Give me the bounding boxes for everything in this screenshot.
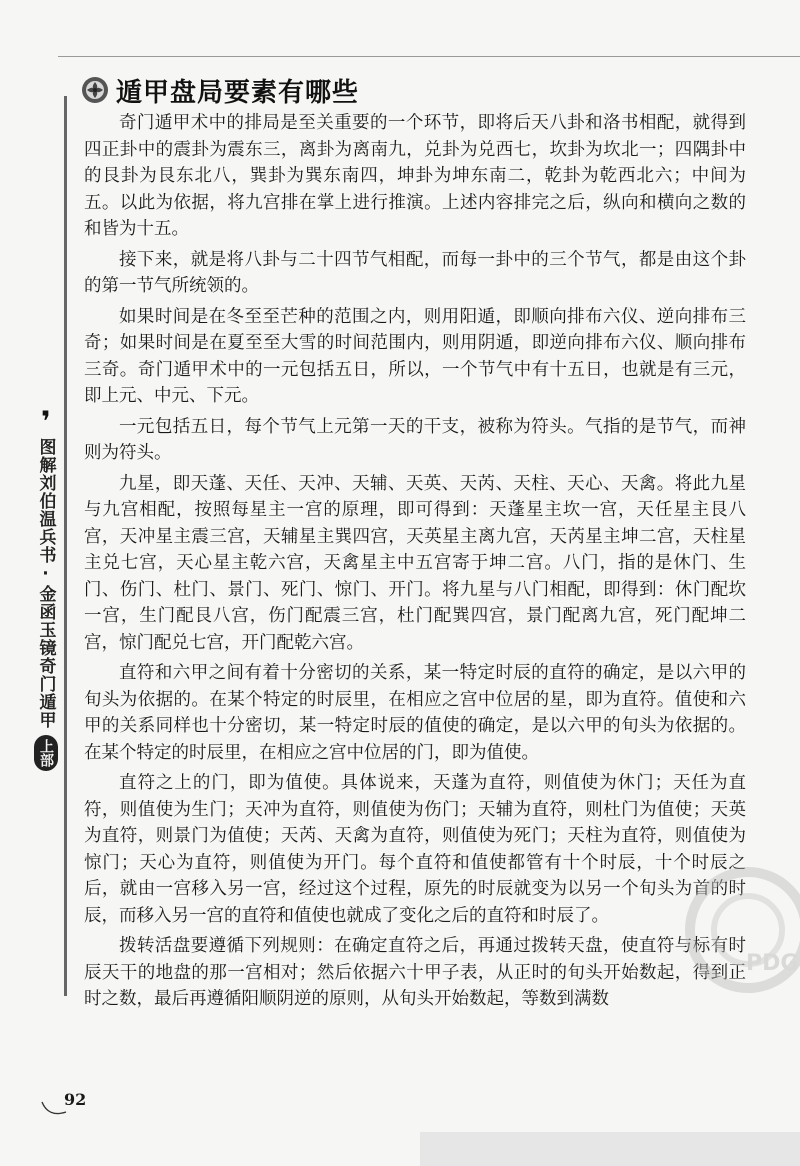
paragraph: 直符和六甲之间有着十分密切的关系，某一特定时辰的直符的确定，是以六甲的旬头为依据的。在某个特定的时辰里，在相应之宫中位居的星，即为直符。值使和六甲的关系同样也十分密切，某一特定时辰的值使的确定，是以六甲的旬头为依据的。在某个特定的时辰里，在相应之宫中位居的门，即为值使。 bbox=[84, 663, 746, 763]
paragraph: 一元包括五日，每个节气上元第一天的干支，被称为符头。气指的是节气，而神则为符头。 bbox=[84, 416, 746, 463]
paragraph: 接下来，就是将八卦与二十四节气相配，而每一卦中的三个节气，都是由这个卦的第一节气所统领的。 bbox=[84, 249, 746, 296]
paragraph: 直符之上的门，即为值使。具体说来，天蓬为直符，则值使为休门；天任为直符，则值使为生门；天冲为直符，则值使为伤门；天辅为直符，则杜门为值使；天英为直符，则景门为值使；天芮、天禽为直符，则值使为死门；天柱为直符，则值使为惊门；天心为直符，则值使为开门。每个直符和值使都管有十个时辰，十个时辰之后，就由一宫移入另一宫，经过这个过程，原先的时辰就变为以另一个旬头为首的时辰，而移入另一宫的直符和值使也就成了变化之后的直符和时辰了。 bbox=[84, 773, 746, 926]
sidebar-mark: ❜ bbox=[41, 405, 51, 438]
book-title: 图解刘伯温兵书·金函玉镜奇门遁甲 bbox=[35, 438, 56, 729]
paragraph: 九星，即天蓬、天任、天冲、天辅、天英、天芮、天柱、天心、天禽。将此九星与九宫相配，按照每星主一宫的原理，即可得到：天蓬星主坎一宫，天任星主艮八宫，天冲星主震三宫，天辅星主巽四宫，天英星主离九宫，天芮星主坤二宫，天柱星主兑七宫，天心星主乾六宫，天禽星主中五宫寄于坤二宫。八门，指的是休门、生门、伤门、杜门、景门、死门、惊门、开门。将九星与八门相配，即得到：休门配坎一宫，生门配艮八宫，伤门配震三宫，杜门配巽四宫，景门配离九宫，死门配坤二宫，惊门配兑七宫，开门配乾六宫。 bbox=[84, 473, 746, 653]
paragraph: 拨转活盘要遵循下列规则：在确定直符之后，再通过拨转天盘，使直符与标有时辰天干的地盘的那一宫相对；然后依据六十甲子表，从正时的旬头开始数起，得到正时之数，最后再遵循阳顺阴逆的原则，从旬头开始数起，等数到满数 bbox=[84, 936, 746, 1009]
paragraph: 如果时间是在冬至至芒种的范围之内，则用阳遁，即顺向排布六仪、逆向排布三奇；如果时间是在夏至至大雪的时间范围内，则用阴遁，即逆向排布六仪、顺向排布三奇。奇门遁甲术中的一元包括五日，所以，一个节气中有十五日，也就是有三元，即上元、中元、下元。 bbox=[84, 306, 746, 406]
sidebar-rule bbox=[64, 96, 67, 996]
top-rule bbox=[58, 56, 800, 57]
scan-shadow bbox=[420, 1132, 800, 1166]
watermark-stamp bbox=[628, 860, 800, 1000]
section-title: 遁甲盘局要素有哪些 bbox=[116, 77, 360, 108]
page-number: 92 bbox=[64, 1090, 87, 1109]
section-heading bbox=[80, 70, 359, 110]
volume-badge: 上部 bbox=[34, 735, 58, 771]
book-title-sidebar bbox=[34, 405, 58, 771]
watermark-label: PDG bbox=[746, 951, 799, 976]
decorative-flower-icon bbox=[80, 75, 110, 105]
paragraph: 奇门遁甲术中的排局是至关重要的一个环节，即将后天八卦和洛书相配，就得到四正卦中的震卦为震东三，离卦为离南九，兑卦为兑西七，坎卦为坎北一；四隅卦中的艮卦为艮东北八，巽卦为巽东南四，坤卦为坤东南二，乾卦为乾西北六；中间为五。以此为依据，将九宫排在掌上进行推演。上述内容排完之后，纵向和横向之数的和皆为十五。 bbox=[84, 113, 746, 239]
